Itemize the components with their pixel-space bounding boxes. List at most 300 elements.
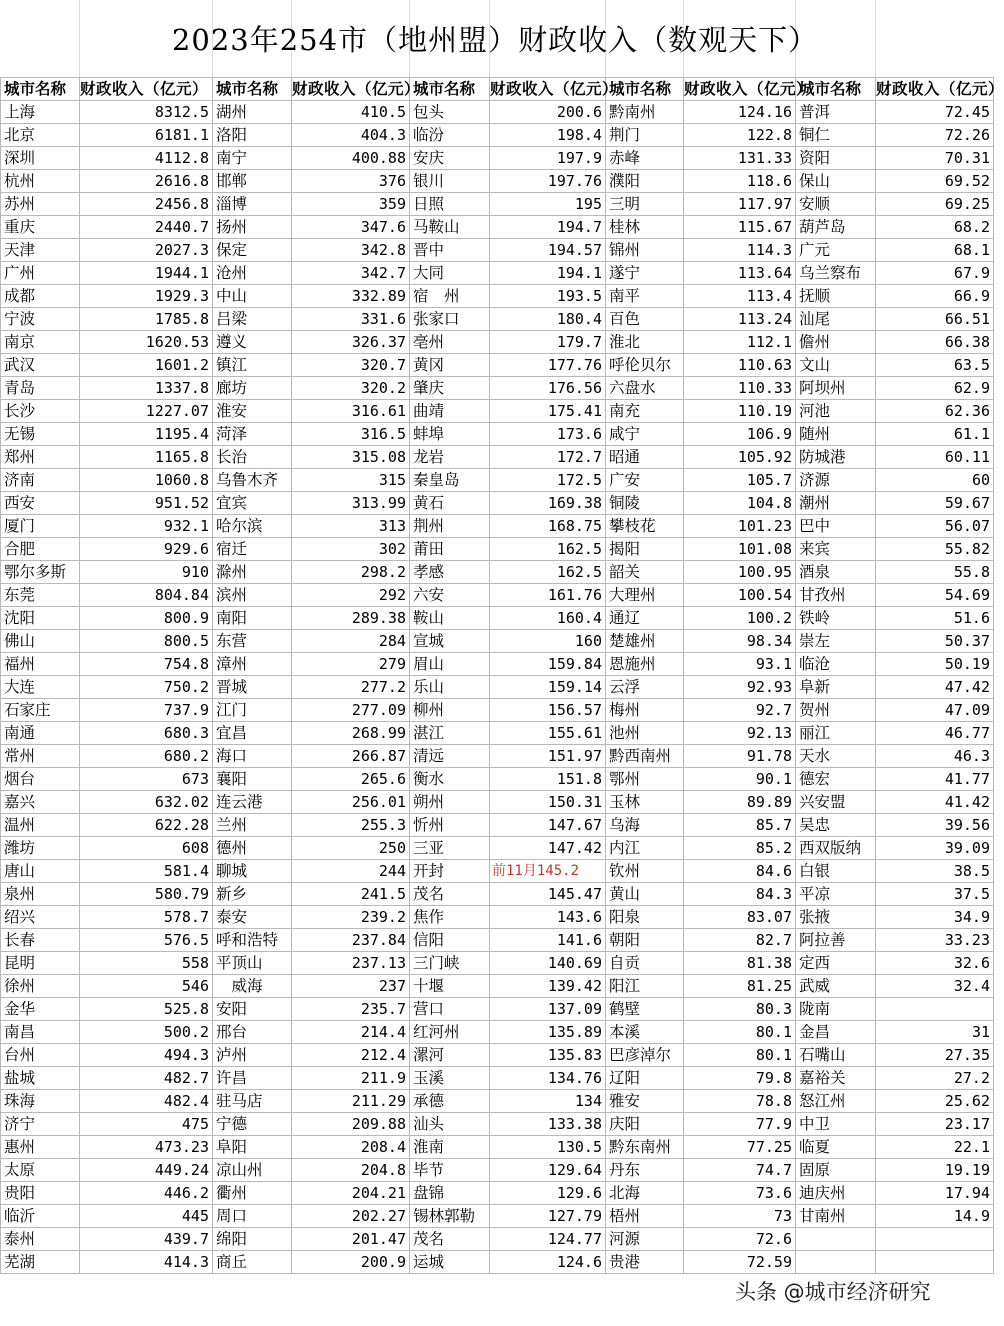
city-name-cell: 揭阳	[606, 538, 684, 561]
city-name-cell: 石家庄	[1, 699, 80, 722]
revenue-cell	[876, 1228, 994, 1251]
city-name-cell: 银川	[410, 170, 490, 193]
revenue-cell: 66.51	[876, 308, 994, 331]
city-name-cell: 淮南	[410, 1136, 490, 1159]
revenue-cell: 160	[490, 630, 606, 653]
city-name-cell: 郑州	[1, 446, 80, 469]
city-name-cell: 安庆	[410, 147, 490, 170]
revenue-cell: 439.7	[80, 1228, 213, 1251]
revenue-cell: 84.6	[684, 860, 796, 883]
revenue-cell: 100.2	[684, 607, 796, 630]
table-row	[1, 1067, 994, 1090]
city-name-cell: 临沧	[796, 653, 876, 676]
revenue-cell: 929.6	[80, 538, 213, 561]
city-name-cell: 攀枝花	[606, 515, 684, 538]
city-name-cell: 保山	[796, 170, 876, 193]
city-name-cell: 吴忠	[796, 814, 876, 837]
city-name-cell: 乌兰察布	[796, 262, 876, 285]
revenue-cell: 331.6	[292, 308, 410, 331]
revenue-cell: 77.9	[684, 1113, 796, 1136]
revenue-cell: 143.6	[490, 906, 606, 929]
city-name-cell: 巴中	[796, 515, 876, 538]
city-name-cell: 廊坊	[213, 377, 292, 400]
revenue-cell: 1620.53	[80, 331, 213, 354]
city-name-cell: 湖州	[213, 101, 292, 124]
revenue-cell: 106.9	[684, 423, 796, 446]
city-name-cell: 三明	[606, 193, 684, 216]
revenue-cell: 320.7	[292, 354, 410, 377]
revenue-cell: 473.23	[80, 1136, 213, 1159]
revenue-cell: 113.64	[684, 262, 796, 285]
revenue-cell: 129.64	[490, 1159, 606, 1182]
city-name-cell: 襄阳	[213, 768, 292, 791]
revenue-cell: 1944.1	[80, 262, 213, 285]
city-name-cell: 天津	[1, 239, 80, 262]
table-row	[1, 1159, 994, 1182]
revenue-cell: 39.09	[876, 837, 994, 860]
column-header-revenue: 财政收入（亿元）	[876, 78, 994, 101]
table-row	[1, 630, 994, 653]
revenue-cell: 494.3	[80, 1044, 213, 1067]
city-name-cell: 合肥	[1, 538, 80, 561]
city-name-cell: 随州	[796, 423, 876, 446]
table-row	[1, 584, 994, 607]
revenue-cell: 445	[80, 1205, 213, 1228]
city-name-cell: 本溪	[606, 1021, 684, 1044]
city-name-cell: 大理州	[606, 584, 684, 607]
city-name-cell: 三门峡	[410, 952, 490, 975]
revenue-cell: 110.63	[684, 354, 796, 377]
city-name-cell: 宁波	[1, 308, 80, 331]
city-name-cell: 铜陵	[606, 492, 684, 515]
city-name-cell: 南宁	[213, 147, 292, 170]
revenue-cell: 124.16	[684, 101, 796, 124]
revenue-cell: 81.38	[684, 952, 796, 975]
revenue-cell: 1227.07	[80, 400, 213, 423]
city-name-cell: 普洱	[796, 101, 876, 124]
city-name-cell: 资阳	[796, 147, 876, 170]
revenue-cell: 265.6	[292, 768, 410, 791]
revenue-cell: 754.8	[80, 653, 213, 676]
revenue-cell: 83.07	[684, 906, 796, 929]
city-name-cell: 常州	[1, 745, 80, 768]
revenue-cell: 292	[292, 584, 410, 607]
revenue-cell: 277.09	[292, 699, 410, 722]
revenue-cell: 525.8	[80, 998, 213, 1021]
city-name-cell: 南充	[606, 400, 684, 423]
city-name-cell: 南通	[1, 722, 80, 745]
revenue-cell: 72.45	[876, 101, 994, 124]
revenue-cell: 800.5	[80, 630, 213, 653]
revenue-cell: 133.38	[490, 1113, 606, 1136]
city-name-cell: 云浮	[606, 676, 684, 699]
city-name-cell: 晋中	[410, 239, 490, 262]
city-name-cell: 文山	[796, 354, 876, 377]
revenue-cell: 19.19	[876, 1159, 994, 1182]
city-name-cell: 平凉	[796, 883, 876, 906]
table-row	[1, 1090, 994, 1113]
city-name-cell: 漳州	[213, 653, 292, 676]
city-name-cell: 东莞	[1, 584, 80, 607]
revenue-cell	[876, 998, 994, 1021]
city-name-cell: 成都	[1, 285, 80, 308]
city-name-cell: 海口	[213, 745, 292, 768]
revenue-cell: 320.2	[292, 377, 410, 400]
revenue-cell: 105.7	[684, 469, 796, 492]
revenue-cell: 176.56	[490, 377, 606, 400]
revenue-cell: 241.5	[292, 883, 410, 906]
city-name-cell	[796, 1251, 876, 1274]
city-name-cell: 重庆	[1, 216, 80, 239]
city-name-cell: 茂名	[410, 883, 490, 906]
city-name-cell: 梅州	[606, 699, 684, 722]
revenue-cell: 130.5	[490, 1136, 606, 1159]
revenue-cell: 211.9	[292, 1067, 410, 1090]
revenue-cell: 180.4	[490, 308, 606, 331]
revenue-cell: 449.24	[80, 1159, 213, 1182]
revenue-cell: 580.79	[80, 883, 213, 906]
city-name-cell: 许昌	[213, 1067, 292, 1090]
revenue-cell: 105.92	[684, 446, 796, 469]
city-name-cell: 德宏	[796, 768, 876, 791]
revenue-cell: 70.31	[876, 147, 994, 170]
city-name-cell: 毕节	[410, 1159, 490, 1182]
table-row	[1, 193, 994, 216]
city-name-cell: 北海	[606, 1182, 684, 1205]
city-name-cell: 乌海	[606, 814, 684, 837]
city-name-cell: 清远	[410, 745, 490, 768]
revenue-cell: 279	[292, 653, 410, 676]
table-row	[1, 653, 994, 676]
revenue-cell: 1785.8	[80, 308, 213, 331]
revenue-cell: 1165.8	[80, 446, 213, 469]
revenue-cell: 255.3	[292, 814, 410, 837]
revenue-cell: 316.61	[292, 400, 410, 423]
city-name-cell: 西安	[1, 492, 80, 515]
revenue-cell: 289.38	[292, 607, 410, 630]
revenue-cell: 124.6	[490, 1251, 606, 1274]
revenue-cell: 244	[292, 860, 410, 883]
city-name-cell: 杭州	[1, 170, 80, 193]
table-row	[1, 883, 994, 906]
revenue-cell: 47.09	[876, 699, 994, 722]
revenue-cell: 74.7	[684, 1159, 796, 1182]
city-name-cell: 铁岭	[796, 607, 876, 630]
revenue-cell: 27.2	[876, 1067, 994, 1090]
table-row	[1, 285, 994, 308]
table-row	[1, 377, 994, 400]
revenue-cell: 69.52	[876, 170, 994, 193]
city-name-cell: 泰州	[1, 1228, 80, 1251]
revenue-cell: 114.3	[684, 239, 796, 262]
city-name-cell: 中山	[213, 285, 292, 308]
revenue-cell: 131.33	[684, 147, 796, 170]
city-name-cell: 无锡	[1, 423, 80, 446]
city-name-cell: 承德	[410, 1090, 490, 1113]
city-name-cell: 河池	[796, 400, 876, 423]
city-name-cell: 茂名	[410, 1228, 490, 1251]
revenue-cell: 332.89	[292, 285, 410, 308]
city-name-cell: 淮安	[213, 400, 292, 423]
city-name-cell: 凉山州	[213, 1159, 292, 1182]
revenue-cell: 66.38	[876, 331, 994, 354]
table-row	[1, 515, 994, 538]
revenue-cell: 201.47	[292, 1228, 410, 1251]
table-row	[1, 170, 994, 193]
revenue-cell: 85.7	[684, 814, 796, 837]
revenue-cell: 200.9	[292, 1251, 410, 1274]
watermark: 头条 @城市经济研究	[735, 1280, 931, 1304]
revenue-cell: 110.19	[684, 400, 796, 423]
revenue-cell: 204.21	[292, 1182, 410, 1205]
city-name-cell: 丽江	[796, 722, 876, 745]
revenue-cell: 193.5	[490, 285, 606, 308]
city-name-cell: 甘南州	[796, 1205, 876, 1228]
city-name-cell: 阿坝州	[796, 377, 876, 400]
city-name-cell: 石嘴山	[796, 1044, 876, 1067]
city-name-cell: 绵阳	[213, 1228, 292, 1251]
city-name-cell: 宜昌	[213, 722, 292, 745]
revenue-cell: 14.9	[876, 1205, 994, 1228]
city-name-cell: 新乡	[213, 883, 292, 906]
revenue-cell: 1929.3	[80, 285, 213, 308]
revenue-cell: 342.8	[292, 239, 410, 262]
revenue-cell: 134	[490, 1090, 606, 1113]
table-row	[1, 768, 994, 791]
revenue-cell: 2027.3	[80, 239, 213, 262]
city-name-cell: 遵义	[213, 331, 292, 354]
city-name-cell: 宁德	[213, 1113, 292, 1136]
header-row	[1, 78, 994, 101]
city-name-cell: 雅安	[606, 1090, 684, 1113]
revenue-cell: 38.5	[876, 860, 994, 883]
revenue-cell: 169.38	[490, 492, 606, 515]
city-name-cell: 抚顺	[796, 285, 876, 308]
revenue-cell: 92.13	[684, 722, 796, 745]
city-name-cell: 陇南	[796, 998, 876, 1021]
revenue-cell: 576.5	[80, 929, 213, 952]
table-row	[1, 101, 994, 124]
revenue-cell: 197.76	[490, 170, 606, 193]
revenue-cell: 1195.4	[80, 423, 213, 446]
table-row	[1, 147, 994, 170]
city-name-cell: 泰安	[213, 906, 292, 929]
city-name-cell: 西双版纳	[796, 837, 876, 860]
page-title: 2023年254市（地州盟）财政收入（数观天下）	[171, 23, 819, 57]
revenue-cell: 316.5	[292, 423, 410, 446]
city-name-cell: 上海	[1, 101, 80, 124]
revenue-cell: 237	[292, 975, 410, 998]
revenue-cell: 214.4	[292, 1021, 410, 1044]
revenue-cell: 101.08	[684, 538, 796, 561]
revenue-cell: 60.11	[876, 446, 994, 469]
city-name-cell: 亳州	[410, 331, 490, 354]
revenue-cell: 101.23	[684, 515, 796, 538]
city-name-cell: 大连	[1, 676, 80, 699]
city-name-cell: 锦州	[606, 239, 684, 262]
revenue-cell: 951.52	[80, 492, 213, 515]
revenue-cell: 129.6	[490, 1182, 606, 1205]
revenue-cell: 578.7	[80, 906, 213, 929]
city-name-cell: 邢台	[213, 1021, 292, 1044]
city-name-cell: 衢州	[213, 1182, 292, 1205]
table-row	[1, 722, 994, 745]
revenue-cell: 159.14	[490, 676, 606, 699]
revenue-cell: 37.5	[876, 883, 994, 906]
city-name-cell: 自贡	[606, 952, 684, 975]
city-name-cell	[796, 1228, 876, 1251]
revenue-cell: 680.3	[80, 722, 213, 745]
revenue-cell: 25.62	[876, 1090, 994, 1113]
revenue-cell: 104.8	[684, 492, 796, 515]
city-name-cell: 芜湖	[1, 1251, 80, 1274]
city-name-cell: 太原	[1, 1159, 80, 1182]
revenue-cell: 177.76	[490, 354, 606, 377]
revenue-cell: 209.88	[292, 1113, 410, 1136]
revenue-cell: 62.9	[876, 377, 994, 400]
table-row	[1, 975, 994, 998]
city-name-cell: 镇江	[213, 354, 292, 377]
city-name-cell: 宿 州	[410, 285, 490, 308]
revenue-cell: 800.9	[80, 607, 213, 630]
revenue-cell: 342.7	[292, 262, 410, 285]
revenue-cell: 446.2	[80, 1182, 213, 1205]
revenue-cell: 1337.8	[80, 377, 213, 400]
city-name-cell: 龙岩	[410, 446, 490, 469]
city-name-cell: 南昌	[1, 1021, 80, 1044]
table-body	[1, 101, 994, 1274]
table-row	[1, 906, 994, 929]
city-name-cell: 固原	[796, 1159, 876, 1182]
city-name-cell: 绍兴	[1, 906, 80, 929]
revenue-cell: 85.2	[684, 837, 796, 860]
revenue-cell: 93.1	[684, 653, 796, 676]
city-name-cell: 白银	[796, 860, 876, 883]
city-name-cell: 甘孜州	[796, 584, 876, 607]
city-name-cell: 安阳	[213, 998, 292, 1021]
revenue-cell: 34.9	[876, 906, 994, 929]
city-name-cell: 盘锦	[410, 1182, 490, 1205]
city-name-cell: 韶关	[606, 561, 684, 584]
city-name-cell: 曲靖	[410, 400, 490, 423]
revenue-cell: 63.5	[876, 354, 994, 377]
column-header-city: 城市名称	[1, 78, 80, 101]
table-row	[1, 929, 994, 952]
city-name-cell: 深圳	[1, 147, 80, 170]
city-name-cell: 惠州	[1, 1136, 80, 1159]
city-name-cell: 漯河	[410, 1044, 490, 1067]
city-name-cell: 汕头	[410, 1113, 490, 1136]
city-name-cell: 阳泉	[606, 906, 684, 929]
revenue-cell: 910	[80, 561, 213, 584]
revenue-cell: 2616.8	[80, 170, 213, 193]
city-name-cell: 济南	[1, 469, 80, 492]
column-header-revenue: 财政收入（亿元）	[80, 78, 213, 101]
revenue-cell: 6181.1	[80, 124, 213, 147]
revenue-cell: 4112.8	[80, 147, 213, 170]
revenue-cell: 33.23	[876, 929, 994, 952]
city-name-cell: 温州	[1, 814, 80, 837]
revenue-cell: 73	[684, 1205, 796, 1228]
city-name-cell: 朝阳	[606, 929, 684, 952]
revenue-cell: 69.25	[876, 193, 994, 216]
city-name-cell: 锡林郭勒	[410, 1205, 490, 1228]
revenue-cell: 315.08	[292, 446, 410, 469]
revenue-cell: 151.8	[490, 768, 606, 791]
city-name-cell: 肇庆	[410, 377, 490, 400]
city-name-cell: 防城港	[796, 446, 876, 469]
city-name-cell: 怒江州	[796, 1090, 876, 1113]
city-name-cell: 钦州	[606, 860, 684, 883]
city-name-cell: 来宾	[796, 538, 876, 561]
revenue-table	[0, 77, 1004, 1274]
revenue-cell: 410.5	[292, 101, 410, 124]
column-header-revenue: 财政收入（亿元）	[490, 78, 606, 101]
revenue-cell: 68.2	[876, 216, 994, 239]
revenue-cell: 80.1	[684, 1021, 796, 1044]
table-row	[1, 1021, 994, 1044]
table-row	[1, 1044, 994, 1067]
table-row	[1, 354, 994, 377]
table-row	[1, 423, 994, 446]
city-name-cell: 乐山	[410, 676, 490, 699]
city-name-cell: 哈尔滨	[213, 515, 292, 538]
revenue-cell: 173.6	[490, 423, 606, 446]
city-name-cell: 厦门	[1, 515, 80, 538]
revenue-cell: 1060.8	[80, 469, 213, 492]
city-name-cell: 鄂州	[606, 768, 684, 791]
revenue-cell: 110.33	[684, 377, 796, 400]
column-header-city: 城市名称	[213, 78, 292, 101]
city-name-cell: 玉溪	[410, 1067, 490, 1090]
revenue-cell: 156.57	[490, 699, 606, 722]
revenue-cell: 68.1	[876, 239, 994, 262]
revenue-cell: 118.6	[684, 170, 796, 193]
revenue-cell: 147.42	[490, 837, 606, 860]
city-name-cell: 日照	[410, 193, 490, 216]
revenue-cell: 194.1	[490, 262, 606, 285]
revenue-cell: 137.09	[490, 998, 606, 1021]
revenue-cell: 804.84	[80, 584, 213, 607]
revenue-cell: 932.1	[80, 515, 213, 538]
revenue-cell: 546	[80, 975, 213, 998]
revenue-cell: 39.56	[876, 814, 994, 837]
city-name-cell: 沈阳	[1, 607, 80, 630]
revenue-cell: 277.2	[292, 676, 410, 699]
city-name-cell: 红河州	[410, 1021, 490, 1044]
city-name-cell: 荆州	[410, 515, 490, 538]
city-name-cell: 阜阳	[213, 1136, 292, 1159]
revenue-cell: 680.2	[80, 745, 213, 768]
revenue-cell: 41.77	[876, 768, 994, 791]
city-name-cell: 淄博	[213, 193, 292, 216]
revenue-cell: 737.9	[80, 699, 213, 722]
revenue-cell: 284	[292, 630, 410, 653]
revenue-cell: 61.1	[876, 423, 994, 446]
city-name-cell: 焦作	[410, 906, 490, 929]
revenue-cell: 89.89	[684, 791, 796, 814]
city-name-cell: 张掖	[796, 906, 876, 929]
city-name-cell: 沧州	[213, 262, 292, 285]
revenue-cell: 268.99	[292, 722, 410, 745]
table-row	[1, 1251, 994, 1274]
city-name-cell: 德州	[213, 837, 292, 860]
city-name-cell: 阳江	[606, 975, 684, 998]
revenue-cell: 235.7	[292, 998, 410, 1021]
city-name-cell: 楚雄州	[606, 630, 684, 653]
revenue-cell	[876, 1251, 994, 1274]
city-name-cell: 聊城	[213, 860, 292, 883]
